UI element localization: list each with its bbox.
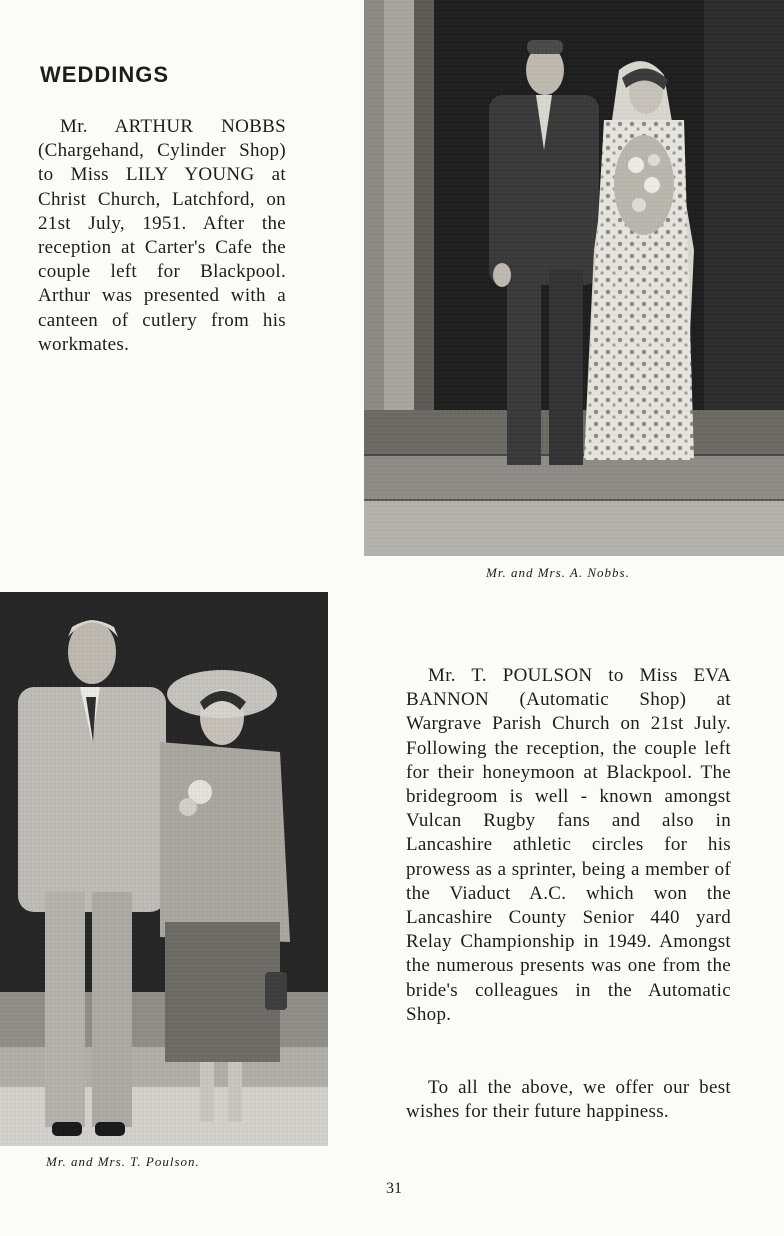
nobbs-wedding-paragraph: Mr. ARTHUR NOBBS (Chargehand, Cylinder Shop) to Miss LILY YOUNG at Christ Church, Latchford, on 21st July, 1951. After the reception at Carter's Cafe the couple left for Blackpool. Arthur was presented with a canteen of cutlery from his workmates. [38, 116, 286, 355]
page-number: 31 [386, 1180, 402, 1197]
poulson-photo-caption: Mr. and Mrs. T. Poulson. [46, 1154, 200, 1169]
section-heading: WEDDINGS [40, 62, 169, 87]
best-wishes-paragraph: To all the above, we offer our best wishes for their future happiness. [406, 1077, 731, 1123]
poulson-wedding-paragraph: Mr. T. POULSON to Miss EVA BANNON (Automatic Shop) at Wargrave Parish Church on 21st July. Following the reception, the couple left for their honeymoon at Blackpool. The bridegroom is well - known amongst Vulcan Rugby fans and also in Lancashire athletic circles for his prowess as a sprinter, being a member of the Viaduct A.C. which won the Lancashire County Senior 440 yard Relay Championship in 1949. Amongst the numerous presents was one from the bride's colleagues in the Automatic Shop. [406, 665, 731, 1025]
poulson-wedding-photo [0, 592, 328, 1146]
nobbs-wedding-photo [364, 0, 784, 556]
nobbs-photo-caption: Mr. and Mrs. A. Nobbs. [486, 565, 630, 580]
